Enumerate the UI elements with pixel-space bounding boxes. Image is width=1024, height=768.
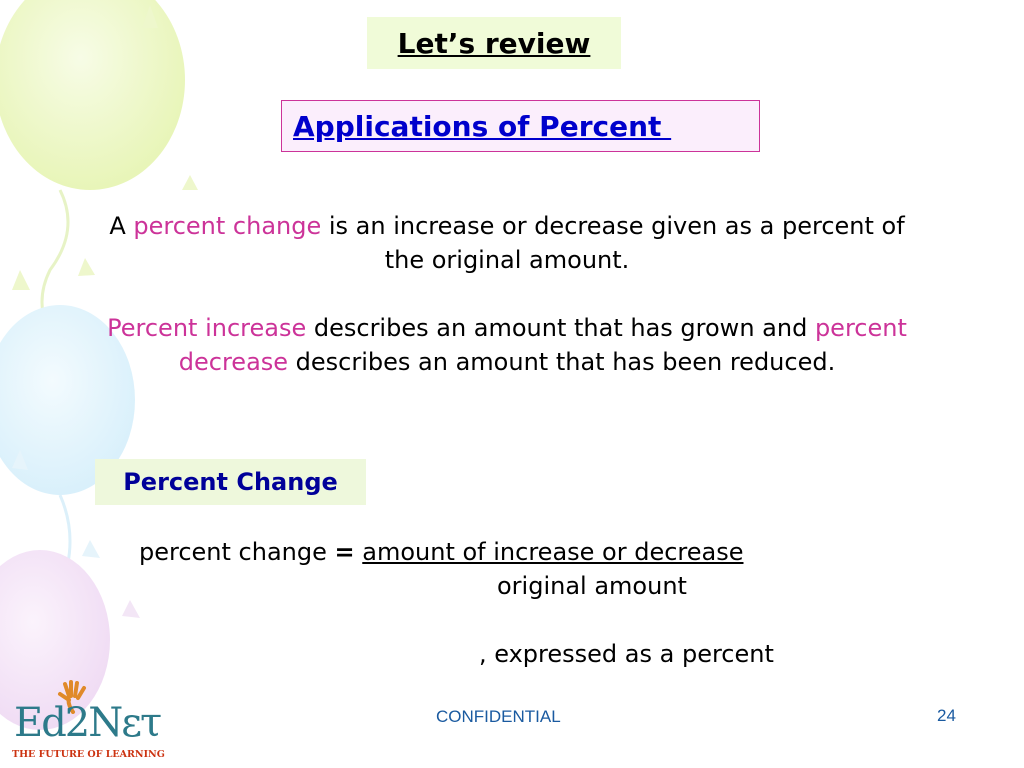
formula-line [139, 535, 744, 569]
ed2net-logo [8, 680, 168, 764]
definition-pre: A [109, 212, 134, 240]
logo-wordmark: Ed2Nετ [14, 700, 161, 746]
definition-rest: is an increase or decrease given as a percent of the original amount. [321, 212, 905, 274]
definition-paragraph [90, 209, 924, 277]
formula-suffix: , expressed as a percent [479, 640, 774, 668]
term-percent-change: percent change [133, 212, 322, 240]
section-label: Percent Change [95, 459, 366, 505]
page-number: 24 [937, 706, 956, 725]
footer-confidential: CONFIDENTIAL [436, 707, 561, 726]
logo-tagline: THE FUTURE OF LEARNING [12, 749, 165, 760]
slide-title: Let’s review [367, 17, 621, 69]
term-percent-decrease: percent decrease [178, 314, 907, 376]
formula-lhs: percent change [139, 538, 335, 566]
formula-denominator: original amount [497, 572, 687, 600]
increase-decrease-rest: describes an amount that has been reduced. [288, 348, 836, 376]
formula-equals: = [334, 538, 355, 566]
increase-decrease-mid: describes an amount that has grown and [306, 314, 815, 342]
term-percent-increase: Percent increase [107, 314, 307, 342]
increase-decrease-paragraph [90, 311, 924, 379]
balloon-yellow [0, 0, 185, 190]
formula-numerator: amount of increase or decrease [362, 538, 744, 566]
slide-subtitle: Applications of Percent [281, 100, 760, 152]
